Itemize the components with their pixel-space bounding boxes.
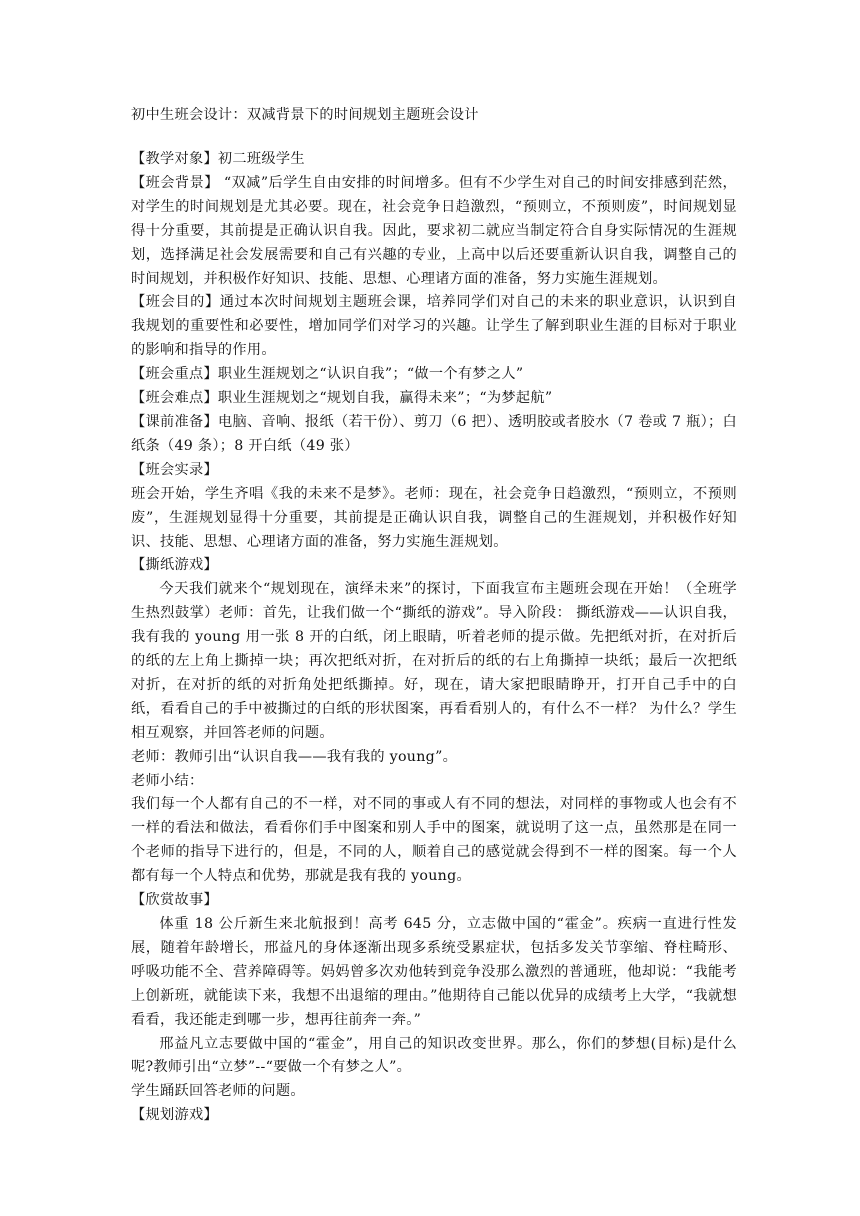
paragraph-summary-label: 老师小结：: [131, 772, 204, 789]
paragraph-background: 【班会背景】 “双减”后学生自由安排的时间增多。但有不少学生对自己的时间安排感到茫然，对学生的时间规划是尤其必要。现在，社会竞争日趋激烈，“预则立，不预则废”，时间规划显得十分重要，其前提是正确认识自我。因此，要求初二就应当制定符合自身实际情况的生涯规划，选择满足社会发展需要和自己有兴趣的专业，上高中以后还要重新认识自我，调整自己的时间规划，并积极作好知识、技能、思想、心理诸方面的准备，努力实施生涯规划。: [131, 174, 737, 287]
paragraph-summary: 我们每一个人都有自己的不一样，对不同的事或人有不同的想法，对同样的事物或人也会有不一样的看法和做法，看看你们手中图案和别人手中的图案，就说明了这一点，虽然那是在同一个老师的指导下进行的，但是，不同的人，顺着自己的感觉就会得到不一样的图案。每一个人都有每一个人特点和优势，那就是我有我的 young。: [131, 796, 737, 885]
section-heading-planning-game: 【规划游戏】: [131, 1107, 218, 1124]
paragraph-students-answer: 学生踊跃回答老师的问题。: [131, 1083, 305, 1100]
paragraph-dream: 邢益凡立志要做中国的“霍金”，用自己的知识改变世界。那么，你们的梦想(目标)是什么呢?教师引出“立梦”--“要做一个有梦之人”。: [131, 1035, 737, 1076]
section-heading-paper-game: 【撕纸游戏】: [131, 557, 218, 574]
document-title: 初中生班会设计：双减背景下的时间规划主题班会设计: [131, 107, 479, 123]
paragraph-paper-game: 今天我们就来个“规划现在，演绎未来”的探讨，下面我宣布主题班会现在开始！（全班学生热烈鼓掌）老师：首先，让我们做一个“撕纸的游戏”。导入阶段： 撕纸游戏——认识自我，我有我的 young 用一张 8 开的白纸，闭上眼睛，听着老师的提示做。先把纸对折，在对折后的纸的左上角上撕掉一块；再次把纸对折，在对折后的纸的右上角撕掉一块纸；最后一次把纸对折，在对折的纸的对折角处把纸撕掉。好，现在，请大家把眼睛睁开，打开自己手中的白纸，看看自己的手中被撕过的白纸的形状图案，再看看别人的，有什么不一样？ 为什么？学生相互观察，并回答老师的问题。: [131, 581, 737, 741]
section-heading-story: 【欣赏故事】: [131, 892, 218, 909]
section-heading-record: 【班会实录】: [131, 461, 218, 478]
paragraph-opening: 班会开始，学生齐唱《我的未来不是梦》。老师：现在，社会竞争日趋激烈，“预则立，不预则废”，生涯规划显得十分重要，其前提是正确认识自我，调整自己的生涯规划，并积极作好知识、技能、思想、心理诸方面的准备，努力实施生涯规划。: [131, 485, 737, 550]
paragraph-difficulty: 【班会难点】职业生涯规划之“规划自我，赢得未来”；“为梦起航”: [131, 390, 553, 407]
paragraph-preparation: 【课前准备】电脑、音响、报纸（若干份）、剪刀（6 把）、透明胶或者胶水（7 卷或 7 瓶）；白纸条（49 条）；8 开白纸（49 张）: [131, 413, 737, 454]
paragraph-teaching-target: 【教学对象】初二班级学生: [131, 151, 305, 167]
paragraph-purpose: 【班会目的】通过本次时间规划主题班会课，培养同学们对自己的未来的职业意识，认识到自我规划的重要性和必要性，增加同学们对学习的兴趣。让学生了解到职业生涯的目标对于职业的影响和指导的作用。: [131, 294, 737, 359]
paragraph-story: 体重 18 公斤新生来北航报到！高考 645 分，立志做中国的“霍金”。疾病一直进行性发展，随着年龄增长，邢益凡的身体逐渐出现多系统受累症状，包括多发关节挛缩、脊柱畸形、呼吸功能不全、营养障碍等。妈妈曾多次劝他转到竞争没那么激烈的普通班，他却说：“我能考上创新班，就能读下来，我想不出退缩的理由。”他期待自己能以优异的成绩考上大学，“我就想看看，我还能走到哪一步，想再往前奔一奔。”: [131, 916, 737, 1028]
paragraph-teacher-lead: 老师：教师引出“认识自我——我有我的 young”。: [131, 748, 458, 765]
paragraph-key-point: 【班会重点】职业生涯规划之“认识自我”；“做一个有梦之人”: [131, 366, 524, 383]
document-body: [131, 148, 737, 1128]
